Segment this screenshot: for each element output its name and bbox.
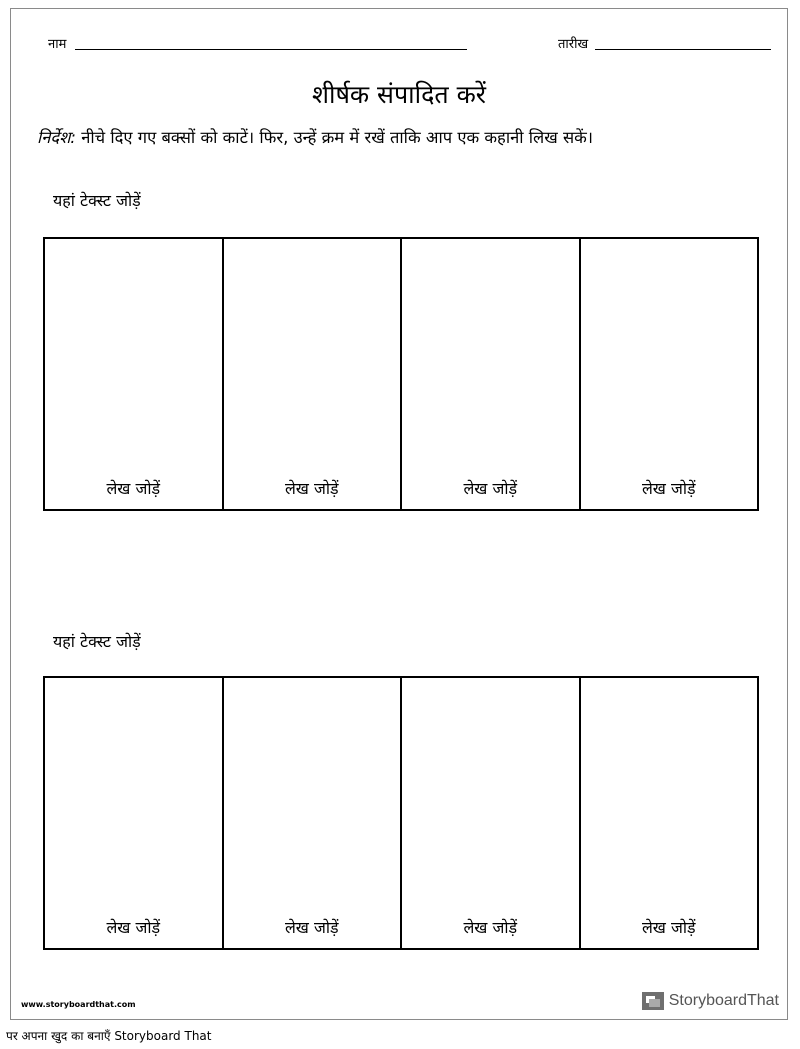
storyboard-cell: [581, 239, 758, 509]
storyboardthat-logo-icon: [642, 992, 664, 1010]
section-label: यहां टेक्स्ट जोड़ें: [53, 191, 141, 210]
footer-credit: पर अपना खुद का बनाएँ Storyboard That: [6, 1029, 212, 1043]
storyboard-cell: [402, 678, 581, 948]
storyboard-cell: [45, 678, 224, 948]
cell-caption: लेख जोड़ें: [106, 918, 161, 937]
cell-caption: लेख जोड़ें: [463, 479, 518, 498]
cell-caption: लेख जोड़ें: [106, 479, 161, 498]
date-line: [595, 49, 771, 50]
site-url: www.storyboardthat.com: [21, 1000, 136, 1009]
storyboard-row: [43, 676, 759, 950]
storyboard-cell: [402, 239, 581, 509]
cell-caption: लेख जोड़ें: [284, 479, 339, 498]
storyboard-cell: [224, 239, 403, 509]
worksheet-page: [10, 8, 788, 1020]
cell-caption: लेख जोड़ें: [641, 479, 696, 498]
instructions-label: निर्देश:: [37, 128, 76, 147]
storyboard-cell: [45, 239, 224, 509]
instructions: [37, 125, 593, 148]
cell-caption: लेख जोड़ें: [284, 918, 339, 937]
section-label: यहां टेक्स्ट जोड़ें: [53, 632, 141, 651]
instructions-text: नीचे दिए गए बक्सों को काटें। फिर, उन्हें क्रम में रखें ताकि आप एक कहानी लिख सकें।: [81, 128, 594, 147]
date-label: तारीख: [558, 37, 589, 52]
name-line: [75, 49, 467, 50]
storyboard-cell: [581, 678, 758, 948]
brand-logo: [642, 992, 779, 1010]
brand-name: StoryboardThat: [668, 992, 779, 1009]
page-title: शीर्षक संपादित करें: [311, 80, 487, 109]
storyboard-row: [43, 237, 759, 511]
name-label: नाम: [48, 37, 67, 52]
cell-caption: लेख जोड़ें: [463, 918, 518, 937]
cell-caption: लेख जोड़ें: [641, 918, 696, 937]
storyboard-cell: [224, 678, 403, 948]
